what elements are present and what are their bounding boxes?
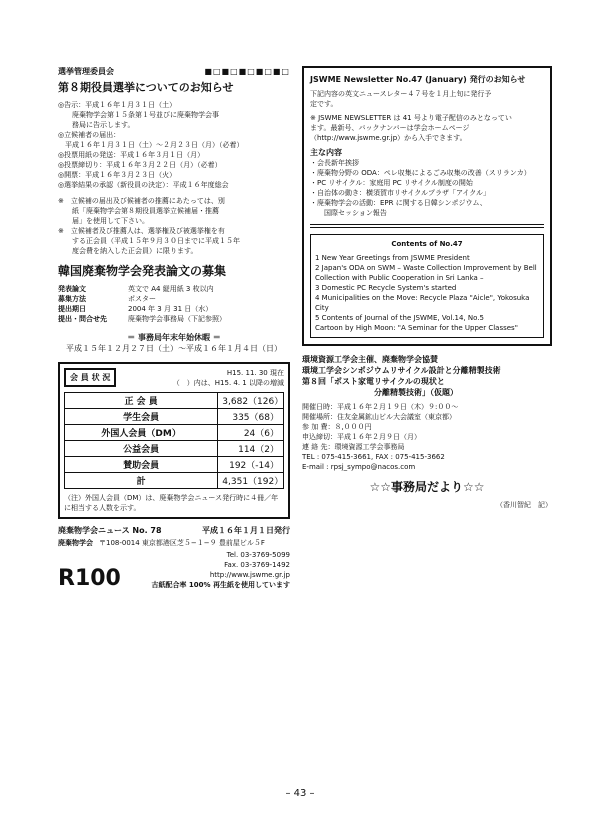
election-title: 第８期役員選挙についてのお知らせ [58,81,234,94]
korea-row-value: ポスター [128,295,156,303]
korea-row-label: 発表論文 [58,285,86,293]
office-signature: （香川智紀 記） [496,501,552,509]
election-line: ◎投票締切り：平成１６年３月２２日（月）（必着） [58,161,222,169]
election-lines [58,100,290,190]
contents-item: Collection with Public Cooperation in Sri Lanka – [315,274,484,282]
members-cell-name: 賛助会員 [65,457,218,473]
contents-item: Cartoon by High Moon: "A Seminar for the Upper Classes" [315,324,518,332]
newsletter-line: 定です。 [310,100,338,108]
members-cell-name: 正 会 員 [65,393,218,409]
r100-logo: R100 [58,566,121,591]
korea-row-value: 廃棄物学会事務局（下記参照） [128,315,226,323]
members-row [65,473,284,489]
newsletter-main-item: ・廃棄物分野の ODA：ペレ収集によるごみ収集の改善（スリランカ） [310,169,531,177]
korea-row-label: 提出・問合せ先 [58,315,107,323]
election-note-line: ※ 立候補の届出及び候補者の推薦にあたっては、別 [58,197,225,205]
election-note-line: ※ 立候補者及び推薦人は、選挙権及び被選挙権を有 [58,227,225,235]
election-notes [58,196,290,256]
colophon [58,525,290,590]
members-cell-value: 335（68） [218,409,284,425]
election-line: ◎投票用紙の発送：平成１６年３月１日（月） [58,151,205,159]
page-number: – 43 – [285,788,315,799]
members-cell-name: 計 [65,473,218,489]
newsletter-main-item: ・PC リサイクル：家庭用 PC リサイクル制度の開始 [310,179,473,187]
newsletter-main-item: ・自治体の動き：横須賀市リサイクルプラザ「アイクル」 [310,189,491,197]
newsletter-box [302,66,552,346]
members-cell-value: 3,682（126） [218,393,284,409]
symposium-line: 第８回「ポスト家電リサイクルの現状と [302,377,445,386]
symposium-line: 環境工学会シンポジウムリサイクル設計と分離精製技術 [302,366,501,375]
members-row [65,441,284,457]
left-column [58,66,290,590]
election-line: ◎告示：平成１６年１月３１日（土） [58,101,177,109]
newsletter-note-line: ※ JSWME NEWSLETTER は 41 号より電子配信のみとなってい [310,114,512,122]
contents-item: 1 New Year Greetings from JSWME President [315,254,470,262]
contents-item: 2 Japan's ODA on SWM – Waste Collection Improvement by Bell [315,264,537,272]
publisher-fax: Fax. 03-3769-1492 [224,561,290,569]
office-section [302,480,552,510]
symposium-detail: 開催日時：平成１６年２月１９日（木）９:００〜 [302,403,459,411]
publisher-address: 〒108-0014 東京都港区芝５−１−９ 豊前屋ビル５F [99,539,265,547]
symposium-detail[interactable]: E-mail : rpsj_sympo@nacos.com [302,463,416,471]
newsletter-main-item: 国際セッション報告 [310,209,387,217]
election-line: 平成１６年１月３１日（土）〜２月２３日（月）（必着） [58,141,244,149]
newsletter-main-item: ・廃棄物学会の活動：EPR に関する日韓シンポジウム、 [310,199,487,207]
office-title: ☆☆事務局だより☆☆ [369,480,485,494]
members-title: 会 員 状 況 [64,368,116,387]
members-cell-value: 24（6） [218,425,284,441]
members-row [65,425,284,441]
newsletter-main-item: ・会長新年挨拶 [310,159,359,167]
members-note: （ ）内は、H15. 4. 1 以降の増減 [172,379,284,387]
election-note-line: 紙「廃棄物学会第８期役員選挙立候補届・推薦 [58,207,219,215]
election-line: 務局に告示します。 [58,121,135,129]
newsletter-title: JSWME Newsletter No.47 (January) 発行のお知らせ [310,75,526,84]
symposium-detail: TEL : 075-415-3661, FAX : 075-415-3662 [302,453,445,461]
election-line: 廃棄物学会第１５条第１号並びに廃棄物学会事 [58,111,219,119]
contents-box [310,234,544,338]
contents-title: Contents of No.47 [391,240,463,248]
publisher-url[interactable]: http://www.jswme.gr.jp [209,571,290,579]
korea-row-value: 2004 年 3 月 31 日（水） [128,305,213,313]
publisher-name: 廃棄物学会 [58,539,93,547]
symposium-detail: 申込締切：平成１６年２月９日（月） [302,433,421,441]
election-committee-header [58,66,290,77]
members-note: H15. 11. 30 現在 [226,369,284,377]
members-cell-value: 192（-14） [218,457,284,473]
members-row [65,457,284,473]
members-row [65,409,284,425]
members-table [64,392,284,489]
committee-label: 選挙管理委員会 [58,67,114,76]
contents-item: 3 Domestic PC Recycle System's started [315,284,457,292]
symposium-detail: 開催場所：住友金属鉱山ビル大会議室（東京都） [302,413,456,421]
newsletter-name: 廃棄物学会ニュース No. 78 [58,526,162,535]
election-line: ◎立候補者の届出： [58,131,121,139]
members-cell-value: 114（2） [218,441,284,457]
symposium-detail: 連 絡 先：環境資源工学会事務局 [302,443,405,451]
members-cell-name: 学生会員 [65,409,218,425]
korea-table [58,284,290,324]
symposium-line: 分離精製技術」（仮題） [302,388,458,397]
korea-row-label: 提出期日 [58,305,86,313]
members-cell-name: 公益会員 [65,441,218,457]
members-row [65,393,284,409]
symposium-line: 環境資源工学会主催、廃棄物学会協賛 [302,355,438,364]
korea-title: 韓国廃棄物学会発表論文の募集 [58,264,227,278]
contents-item: 5 Contents of Journal of the JSWME, Vol.14, No.5 [315,314,484,322]
right-column [302,66,552,510]
decorative-squares: ■□■□■□■□■□ [204,67,290,76]
election-line: ◎選挙結果の承認（新役員の決定）：平成１６年度総会 [58,181,229,189]
korea-row-value: 英文で A4 縦用紙 3 枚以内 [128,285,214,293]
members-box [58,362,290,519]
election-line: ◎開票：平成１６年３月２３日（火） [58,171,177,179]
korea-row-label: 募集方法 [58,295,86,303]
recycle-note: 古紙配合率 100% 再生紙を使用しています [151,581,290,589]
symposium-section [302,354,552,472]
newsletter-line: 下記内容の英文ニュースレター４７号を１月上旬に発行予 [310,90,492,98]
publisher-tel: Tel. 03-3769-5099 [226,551,290,559]
election-note-line: 度会費を納入した正会員）に限ります。 [58,247,198,255]
issue-date: 平成１６年１月１日発行 [202,526,290,535]
election-note-line: 届」を使用して下さい。 [58,217,149,225]
newsletter-note-line: （http://www.jswme.gr.jp）から入手できます。 [310,134,467,142]
holiday-dates: 平成１５年１２月２７日（土）〜平成１６年１月４日（日） [66,344,282,353]
symposium-detail: 参 加 費：８,０００円 [302,423,372,431]
newsletter-note-line: ます。最新号、バックナンバーは学会ホームページ [310,124,470,132]
members-footnote: （注）外国人会員（DM）は、廃棄物学会ニュース発行時に４冊／年に相当する人数を示す。 [64,494,279,512]
members-cell-name: 外国人会員（DM） [65,425,218,441]
members-cell-value: 4,351（192） [218,473,284,489]
holiday-title: ＝ 事務局年末年始休暇 ＝ [127,333,221,342]
newsletter-main-title: 主な内容 [310,148,342,157]
contents-item: 4 Municipalities on the Move: Recycle Plaza "Aicle", Yokosuka City [315,294,530,312]
election-note-line: する正会員（平成１５年９月３０日までに平成１５年 [58,237,240,245]
